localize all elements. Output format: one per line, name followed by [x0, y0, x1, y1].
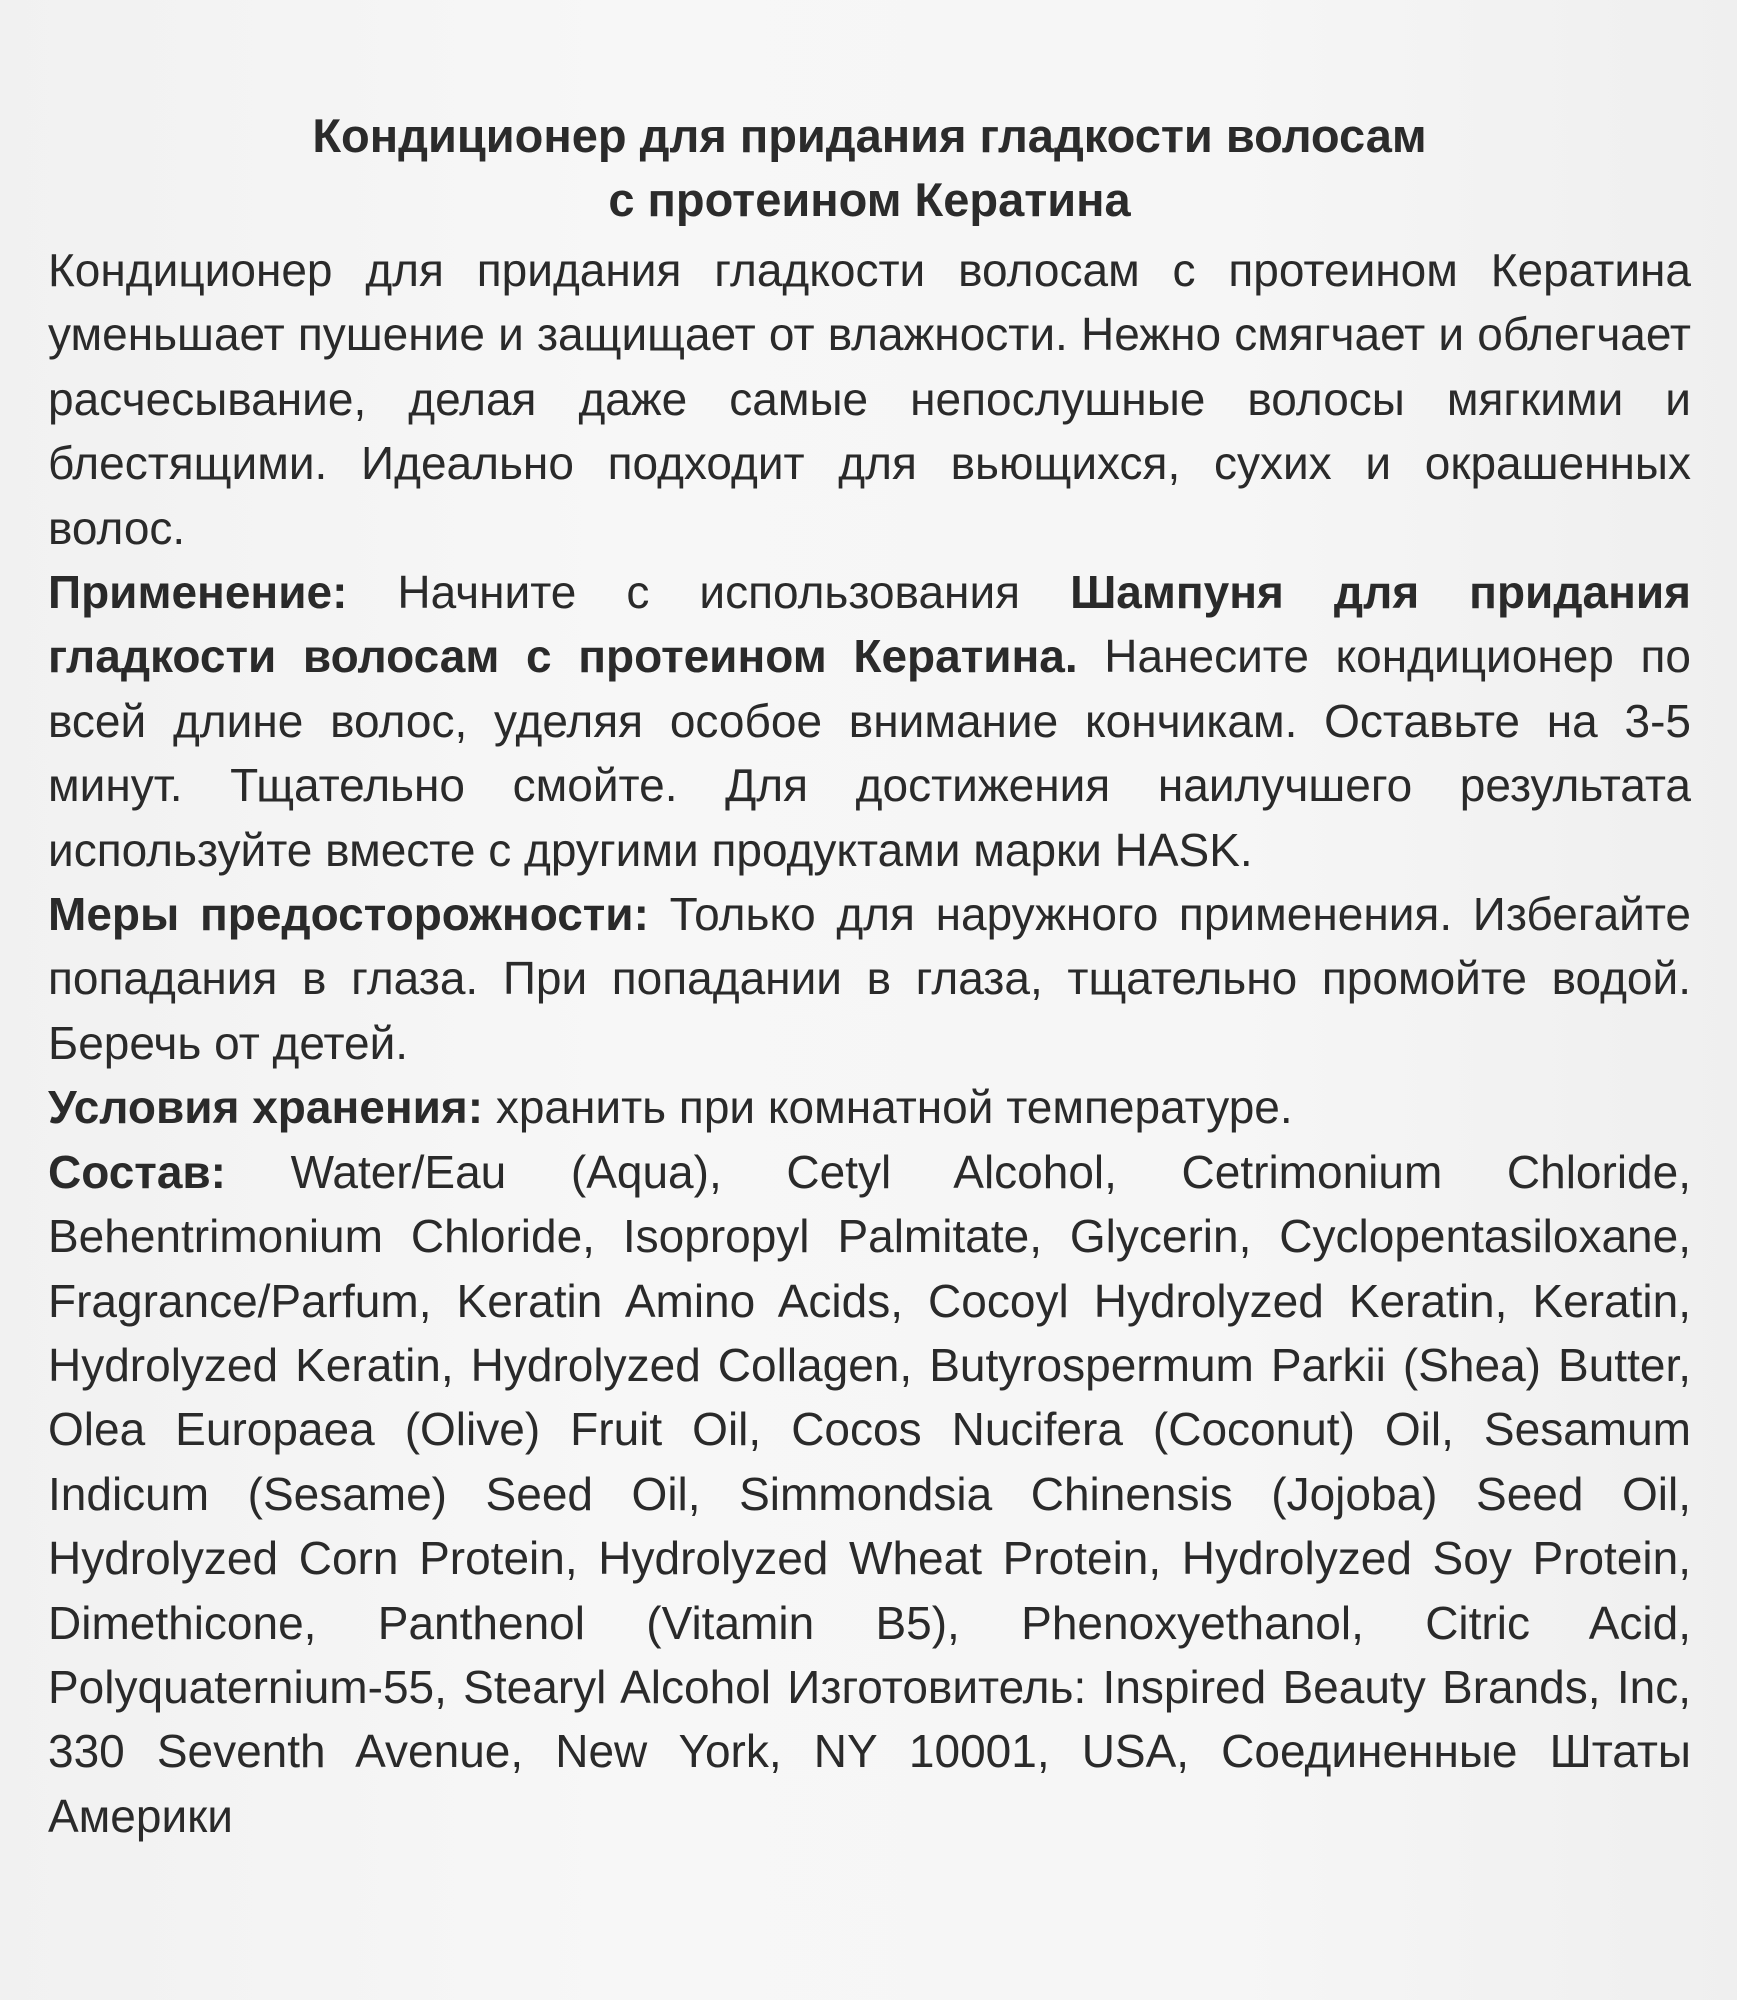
application-text-2: Нанесите кондиционер по всей длине волос, уделяя особое внимание кончикам. Оставьте на 3-5 минут. Тщательно смойте. Для достижения наилучшего результата используйте вместе с другими продуктами марки HASK. — [48, 630, 1692, 876]
composition-label: Состав: — [48, 1145, 227, 1198]
application-text-1: Начните с использования — [347, 566, 1071, 619]
product-title — [48, 104, 1691, 232]
storage-text: хранить при комнатной температуре. — [483, 1081, 1293, 1134]
application-product-name: Шампуня для придания гладкости волосам с протеином Кератина. — [48, 566, 1692, 683]
precautions-label: Меры предосторожности: — [48, 888, 649, 941]
product-title-line-2: с протеином Кератина — [608, 173, 1131, 226]
precautions-text: Только для наружного применения. Избегайте попадания в глаза. При попадании в глаза, тщательно промойте водой. Беречь от детей. — [48, 888, 1691, 1069]
product-description: Кондиционер для придания гладкости волосам с протеином Кератина уменьшает пушение и защищает от влажности. Нежно смягчает и облегчает расчесывание, делая даже самые непослушные волосы мягкими и блестящими. Идеально подходит для вьющихся, сухих и окрашенных волос. — [48, 244, 1691, 554]
product-title-line-1: Кондиционер для придания гладкости волосам — [312, 109, 1427, 162]
storage-label: Условия хранения: — [48, 1081, 484, 1134]
application-section — [48, 560, 1691, 882]
composition-section — [48, 1140, 1691, 1848]
application-label: Применение: — [48, 566, 348, 619]
storage-section — [48, 1075, 1691, 1139]
composition-text: Water/Eau (Aqua), Cetyl Alcohol, Cetrimonium Chloride, Behentrimonium Chloride, Isopropyl Palmitate, Glycerin, Cyclopentasiloxane, Fragrance/Parfum, Keratin Amino Acids, Cocoyl Hydrolyzed Keratin, Keratin, Hydrolyzed Keratin, Hydrolyzed Collagen, Butyrospermum Parkii (Shea) Butter, Olea Europaea (Olive) Fruit Oil, Cocos Nucifera (Coconut) Oil, Sesamum Indicum (Sesame) Seed Oil, Simmondsia Chinensis (Jojoba) Seed Oil, Hydrolyzed Corn Protein, Hydrolyzed Wheat Protein, Hydrolyzed Soy Protein, Dimethicone, Panthenol (Vitamin B5), Phenoxyethanol, Citric Acid, Polyquaternium-55, Stearyl Alcohol Изготовитель: Inspired Beauty Brands, Inc, 330 Seventh Avenue, New York, NY 10001, USA, Соединенные Штаты Америки — [48, 1145, 1691, 1842]
precautions-section — [48, 882, 1691, 1075]
